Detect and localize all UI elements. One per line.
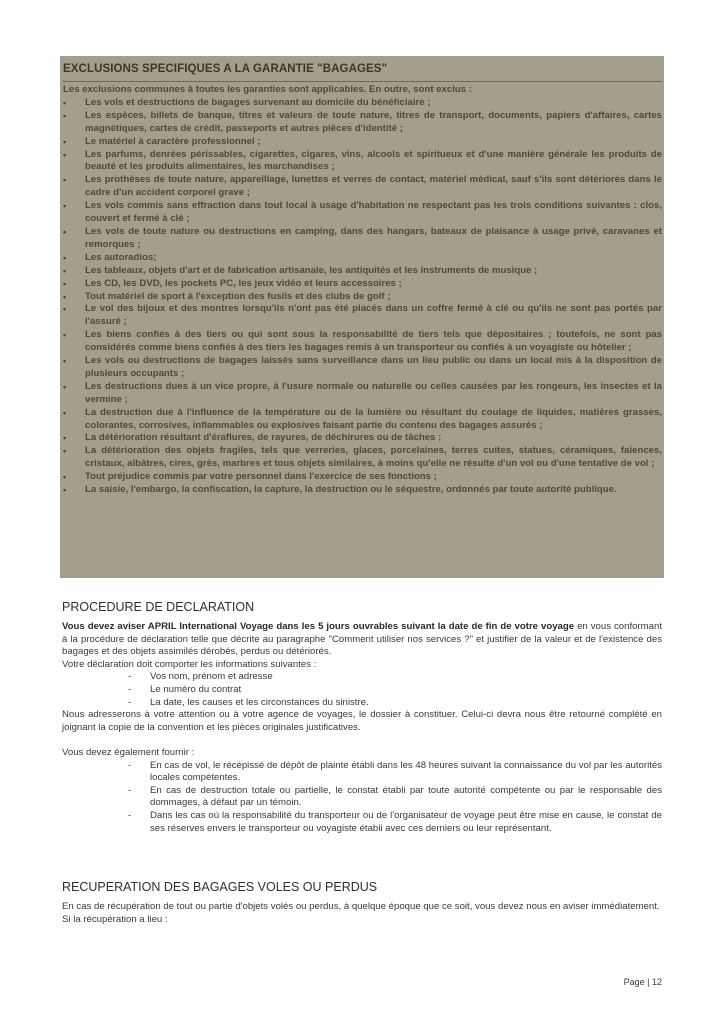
exclusion-item-text: Le vol des bijoux et des montres lorsqu'ils n'ont pas été placés dans un coffre fermé à clé ou qu'ils ne sont pas portés par l'assuré ; [85,303,662,328]
bullet-icon: • [63,485,67,496]
bullet-icon: • [63,110,67,121]
info-item [62,697,662,710]
exclusion-item-text: La saisie, l'embargo, la confiscation, la capture, la destruction ou le séquestre, ordonnés par toute autorité publique. [85,484,617,496]
exclusion-item [63,200,662,226]
exclusion-item-text: Les vols de toute nature ou destructions en camping, dans des hangars, bateaux de plaisance à usage privé, caravanes et remorques ; [85,225,662,250]
dash-marker: - [128,759,132,771]
declaration-title: PROCEDURE DE DECLARATION [62,600,255,614]
dash-marker: - [128,696,132,708]
exclusion-item [63,381,662,407]
declaration-paragraph-3: Nous adresserons à votre attention ou à votre agence de voyages, le dossier à constituer. Celui-ci devra nous être retourné complété en joignant la copie de la convention et les pièces originales justificatives. [62,709,662,733]
provide-item-text: En cas de vol, le récépissé de dépôt de plainte établi dans les 48 heures suivant la connaissance du vol par les autorités locales compétentes. [150,759,662,784]
exclusion-item-text: Les vols et destructions de bagages survenant au domicile du bénéficiaire ; [85,96,431,108]
exclusion-item [63,445,662,471]
exclusion-item [63,265,662,278]
exclusion-item [63,484,662,497]
provide-item-text: Dans les cas où la responsabilité du transporteur ou de l'organisateur de voyage peut être mise en cause, le constat de ses réserves envers le transporteur ou voyagiste établi avec ces derniers ou leur représentant. [150,809,662,834]
bullet-icon: • [63,175,67,186]
dash-marker: - [128,809,132,821]
info-item-text: Vos nom, prénom et adresse [150,671,273,683]
info-item [62,684,662,697]
exclusion-item [63,407,662,433]
declaration-info-list [62,671,662,709]
exclusion-item-text: Les prothèses de toute nature, appareillage, lunettes et verres de contact, matériel médical, sauf s'ils sont détériorés dans le cadre d'un accident corporel grave ; [85,174,662,199]
exclusion-item-text: Tout matériel de sport à l'exception des fusils et des clubs de golf ; [85,290,391,302]
bullet-icon: • [63,291,67,302]
recovery-section [62,880,662,926]
bullet-icon: • [63,136,67,147]
declaration-paragraph-2: Votre déclaration doit comporter les informations suivantes : [62,658,317,670]
info-item [62,671,662,684]
provide-item [62,760,662,785]
exclusions-intro: Les exclusions communes à toutes les garanties sont applicables. En outre, sont exclus : [63,84,472,95]
bullet-icon: • [63,201,67,212]
bullet-icon: • [63,265,67,276]
exclusion-item-text: Les biens confiés à des tiers ou qui sont sous la responsabilité de tiers tels que dépositaires ; toutefois, ne sont pas considérés comme biens confiés à des tiers les bagages remis à un transporteur ou confiés à un voyagiste ou hôtelier ; [85,329,662,354]
exclusion-item [63,355,662,381]
exclusion-item-text: Les parfums, denrées périssables, cigarettes, cigares, vins, alcools et spiritueux et d'une manière générale les produits de beauté et les produits alimentaires, les marchandises ; [85,148,662,173]
bullet-icon: • [63,252,67,263]
exclusion-item-text: Les autoradios; [85,251,157,263]
exclusion-item-text: Les CD, les DVD, les pockets PC, les jeux vidéo et leurs accessoires ; [85,277,402,289]
declaration-notice-rest: en vous conformant à la procédure de déclaration telle que décrite au paragraphe "Comment utiliser nos services ?" et justifier de la valeur et de l'existence des bagages et des objets assimilés dérobés, perdus ou détériorés. [62,621,662,658]
exclusion-item [63,252,662,265]
bullet-icon: • [63,356,67,367]
recovery-paragraph-1: En cas de récupération de tout ou partie d'objets volés ou perdus, à quelque époque que ce soit, vous devez nous en aviser immédiatement. [62,901,660,912]
declaration-paragraph-4: Vous devez également fournir : [62,746,195,758]
declaration-paragraph-1 [62,621,662,659]
exclusion-item-text: Le matériel à caractère professionnel ; [85,135,261,147]
exclusion-item [63,471,662,484]
exclusions-list [63,97,662,497]
exclusion-item-text: La détérioration résultant d'éraflures, de rayures, de déchirures ou de tâches ; [85,432,442,444]
bullet-icon: • [63,149,67,160]
bullet-icon: • [63,381,67,392]
exclusion-item-text: Tout préjudice commis par votre personnel dans l'exercice de ses fonctions ; [85,471,437,483]
exclusion-item-text: Les destructions dues à un vice propre, à l'usure normale ou naturelle ou celles causées par les rongeurs, les insectes et la vermine ; [85,380,662,405]
bullet-icon: • [63,226,67,237]
recovery-paragraph-2: Si la récupération a lieu : [62,913,168,925]
exclusion-item-text: Les espèces, billets de banque, titres et valeurs de toute nature, titres de transport, documents, papiers d'affaires, cartes magnétiques, cartes de crédit, passeports et autres pièces d'identité ; [85,109,662,134]
bullet-icon: • [63,472,67,483]
exclusion-item [63,329,662,355]
exclusion-item [63,110,662,136]
recovery-title: RECUPERATION DES BAGAGES VOLES OU PERDUS [62,880,378,894]
info-item-text: Le numéro du contrat [150,683,242,695]
info-item-text: La date, les causes et les circonstances du sinistre. [150,696,369,708]
exclusion-item-text: Les tableaux, objets d'art et de fabrication artisanale, les antiquités et les instruments de musique ; [85,264,538,276]
declaration-provide-list [62,760,662,836]
page-number: Page | 12 [623,977,662,987]
dash-marker: - [128,683,132,695]
bullet-icon: • [63,407,67,418]
exclusion-item [63,303,662,329]
provide-item [62,785,662,810]
dash-marker: - [128,784,132,796]
bullet-icon: • [63,304,67,315]
declaration-section [62,600,662,835]
exclusion-item [63,278,662,291]
exclusion-item-text: Les vols commis sans effraction dans tout local à usage d'habitation ne respectant pas les trois conditions suivantes : clos, couvert et fermé à clé ; [85,200,662,225]
declaration-notice-bold: Vous devez aviser APRIL International Voyage dans les 5 jours ouvrables suivant la date de fin de votre voyage [62,621,575,632]
exclusion-item-text: Les vols ou destructions de bagages laissés sans surveillance dans un lieu public ou dans un local mis à la disposition de plusieurs occupants ; [85,355,662,379]
exclusions-title: EXCLUSIONS SPECIFIQUES A LA GARANTIE "BAGAGES" [63,63,662,82]
exclusion-item [63,149,662,175]
exclusions-box [60,56,664,578]
bullet-icon: • [63,446,67,457]
exclusion-item-text: La destruction due à l'influence de la température ou de la lumière ou résultant du coulage de liquides, matières grasses, colorantes, corrosives, inflammables ou explosives faisant partie du contenu des bagages assurés ; [85,406,662,431]
bullet-icon: • [63,97,67,108]
exclusion-item [63,97,662,110]
exclusion-item-text: La détérioration des objets fragiles, tels que verreries, glaces, porcelaines, terres cuites, statues, céramiques, faïences, cristaux, albâtres, cires, grès, marbres et tous objets similaires, à moins qu'elle ne résulte d'un vol ou d'une tentative de vol ; [85,445,662,470]
bullet-icon: • [63,433,67,444]
bullet-icon: • [63,330,67,341]
exclusion-item [63,136,662,149]
exclusion-item [63,174,662,200]
exclusion-item [63,291,662,304]
provide-item-text: En cas de destruction totale ou partielle, le constat établi par toute autorité compétente ou par le responsable des dommages, à défaut par un témoin. [150,784,662,809]
exclusion-item [63,432,662,445]
exclusion-item [63,226,662,252]
bullet-icon: • [63,278,67,289]
provide-item [62,810,662,835]
dash-marker: - [128,671,132,683]
